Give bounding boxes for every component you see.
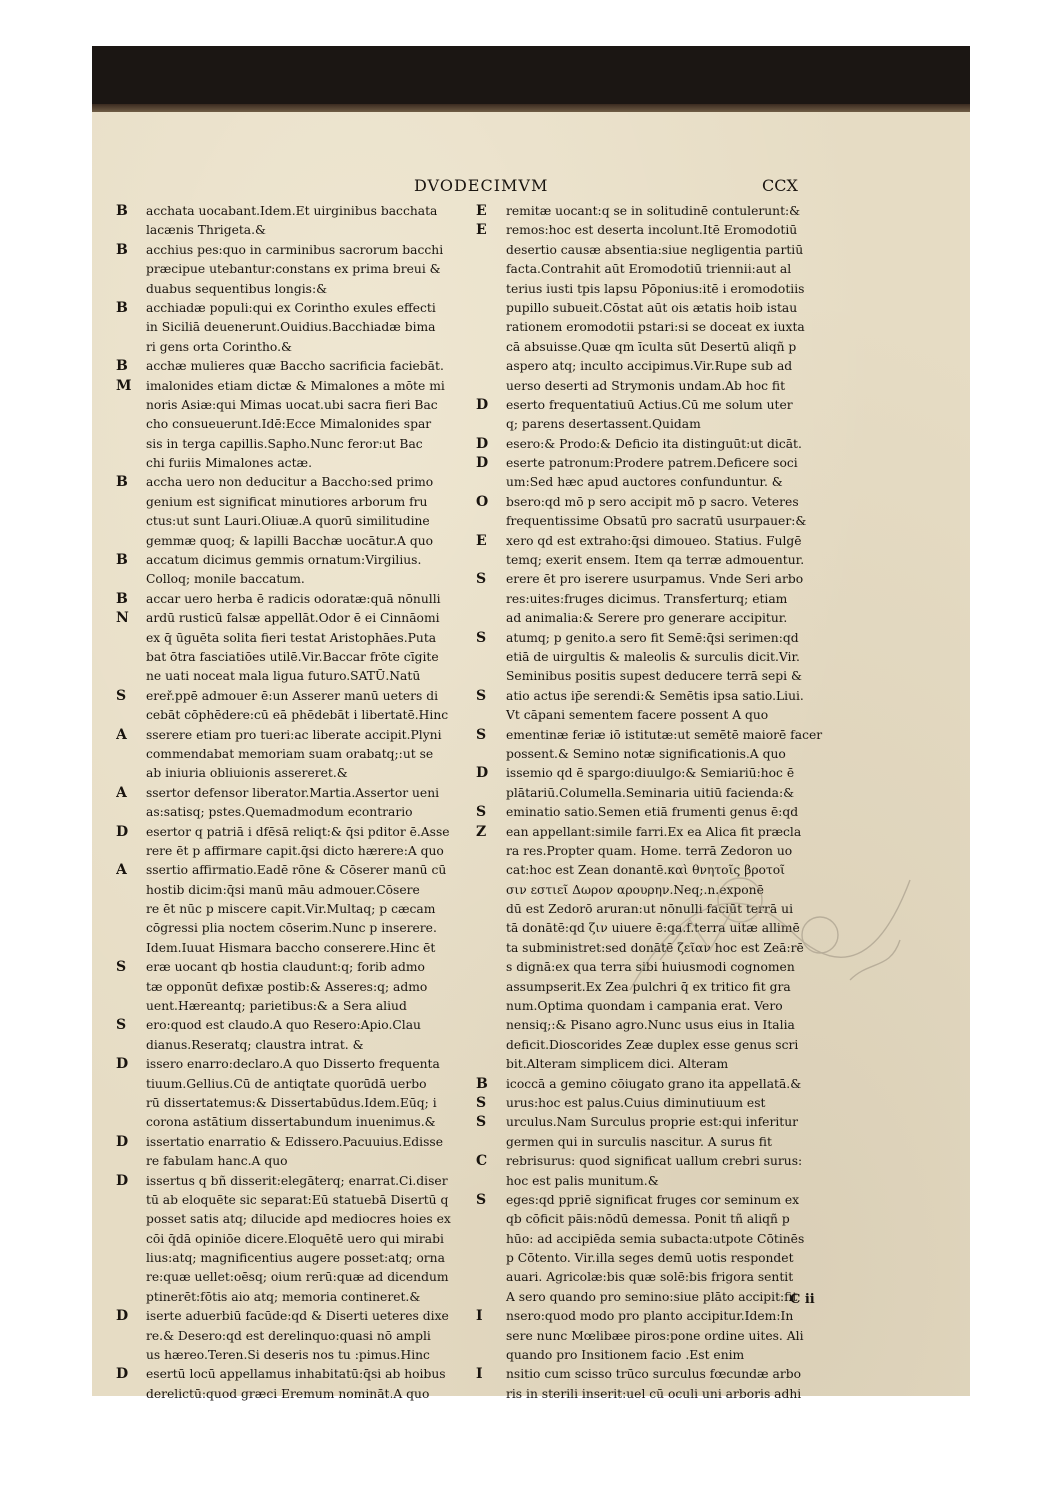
- line-text: esero:& Prodo:& Deficio ita distinguūt:ut dicāt.: [506, 436, 802, 451]
- line-text: xero qd est extraho:q̄si dimoueo. Statius. Fulgē: [506, 533, 802, 548]
- line-text: terius iusti tpis lapsu Pōponius:itē i eromodotiis: [506, 281, 805, 296]
- entry-initial: D: [116, 1133, 129, 1150]
- left-column-line: [116, 881, 481, 900]
- line-text: deficit.Dioscorides Zeæ duplex esse genus scri: [506, 1037, 799, 1052]
- right-column-line: [476, 881, 848, 900]
- entry-initial: S: [476, 1114, 487, 1131]
- line-text: issertatio enarratio & Edissero.Pacuuius.Edisse: [146, 1134, 444, 1149]
- left-column-line: [116, 280, 481, 299]
- entry-initial: M: [116, 377, 132, 394]
- entry-initial: I: [476, 1366, 483, 1383]
- line-text: ab iniuria obliuionis assereret.&: [146, 766, 348, 781]
- right-column-line: [476, 861, 848, 880]
- left-column-line: [116, 1365, 481, 1384]
- left-column-line: [116, 687, 481, 706]
- line-text: issero enarro:declaro.A quo Disserto frequenta: [146, 1057, 440, 1072]
- left-column-line: [116, 1346, 481, 1365]
- left-column-line: [116, 667, 481, 686]
- left-column-line: [116, 1230, 481, 1249]
- right-column-line: [476, 1346, 848, 1365]
- line-text: cho consueuerunt.Idē:Ecce Mimalonides spar: [146, 417, 432, 432]
- left-column-line: [116, 221, 481, 240]
- line-text: accar uero herba ē radicis odoratæ:quā nōnulli: [146, 591, 441, 606]
- left-column-line: [116, 473, 481, 492]
- line-text: Colloq; monile baccatum.: [146, 572, 305, 587]
- line-text: bat ōtra fasciatiōes utilē.Vir.Baccar frōte cīgite: [146, 649, 439, 664]
- left-column-line: [116, 784, 481, 803]
- right-column-line: [476, 1307, 848, 1326]
- line-text: σιν εστιεῖ Δωρον αρουρην.Neq;.n.exponē: [506, 882, 764, 897]
- left-column-line: [116, 1055, 481, 1074]
- right-column-line: [476, 997, 848, 1016]
- entry-initial: S: [476, 1191, 487, 1208]
- entry-initial: S: [116, 687, 127, 704]
- line-text: eminatio satio.Semen etiā frumenti genus ē:qd: [506, 805, 799, 820]
- line-text: hūo: ad accipiēda semia subacta:utpote Cōtinēs: [506, 1231, 805, 1246]
- line-text: temq; exerit ensem. Item qa terræ admouentur.: [506, 553, 805, 568]
- line-text: uent.Hæreantq; parietibus:& a Sera aliud: [146, 999, 407, 1014]
- entry-initial: B: [116, 299, 128, 316]
- folio-number: CCX: [762, 176, 798, 195]
- left-column-line: [116, 803, 481, 822]
- entry-initial: N: [116, 610, 129, 627]
- right-column-line: [476, 1094, 848, 1113]
- right-column-line: [476, 241, 848, 260]
- line-text: germen qui in surculis nascitur. A surus fit: [506, 1134, 772, 1149]
- line-text: tæ opponūt defixæ postib:& Asseres:q; admo: [146, 979, 428, 994]
- line-text: urus:hoc est palus.Cuius diminutiuum est: [506, 1095, 766, 1110]
- left-column-line: [116, 1172, 481, 1191]
- right-column-line: [476, 687, 848, 706]
- line-text: ra res.Propter quam. Home. terrā Zedoron uo: [506, 843, 793, 858]
- line-text: sere nunc Mœlibæe piros:pone ordine uites. Ali: [506, 1328, 804, 1343]
- left-column-line: [116, 590, 481, 609]
- line-text: assumpserit.Ex Zea pulchri q̄ ex tritico fit gra: [506, 979, 791, 994]
- left-column-line: [116, 629, 481, 648]
- left-column-line: [116, 1016, 481, 1035]
- entry-initial: S: [476, 804, 487, 821]
- line-text: ta subministret:sed donātē ζεῖαν hoc est Zeā:rē: [506, 940, 804, 955]
- right-column-line: [476, 415, 848, 434]
- line-text: posset satis atq; dilucide apd mediocres hoies ex: [146, 1212, 451, 1227]
- line-text: acchiadæ populi:qui ex Corintho exules effecti: [146, 300, 436, 315]
- left-column-line: [116, 997, 481, 1016]
- running-head: DVODECIMVM: [414, 176, 549, 195]
- line-text: eserto frequentatiuū Actius.Cū me solum uter: [506, 397, 793, 412]
- line-text: Seminibus positis supest deducere terrā sepi &: [506, 669, 802, 684]
- line-text: cōi q̄dā opiniōe dicere.Eloquētē uero qui mirabi: [146, 1231, 444, 1246]
- line-text: acchæ mulieres quæ Baccho sacrificia faciebāt.: [146, 359, 444, 374]
- left-column-line: [116, 745, 481, 764]
- right-column-line: [476, 1268, 848, 1287]
- entry-initial: D: [476, 435, 489, 452]
- right-column-line: [476, 939, 848, 958]
- entry-initial: D: [116, 823, 129, 840]
- right-column-line: [476, 221, 848, 240]
- line-text: ssertio affirmatio.Eadē rōne & Cōserer manū cū: [146, 863, 447, 878]
- line-text: uerso deserti ad Strymonis undam.Ab hoc fit: [506, 378, 786, 393]
- right-column-line: [476, 1172, 848, 1191]
- line-text: esertor q patriā i dfēsā reliqt:& q̄si pditor ē.Asse: [146, 824, 450, 839]
- right-column-line: [476, 609, 848, 628]
- left-column-line: [116, 978, 481, 997]
- left-column: [116, 202, 481, 1404]
- line-text: ementinæ feriæ iō istitutæ:ut semētē maiorē facer: [506, 727, 823, 742]
- left-column-line: [116, 764, 481, 783]
- line-text: us hæreo.Teren.Si deseris nos tu :pimus.Hinc: [146, 1348, 430, 1363]
- line-text: eserte patronum:Prodere patrem.Deficere soci: [506, 456, 798, 471]
- left-column-line: [116, 532, 481, 551]
- right-column-line: [476, 260, 848, 279]
- line-text: ereř.ppē admouer ē:un Asserer manū ueters di: [146, 688, 438, 703]
- right-column-line: [476, 1249, 848, 1268]
- left-column-line: [116, 1113, 481, 1132]
- right-column-line: [476, 590, 848, 609]
- right-column-line: [476, 532, 848, 551]
- left-column-line: [116, 1288, 481, 1307]
- left-column-line: [116, 396, 481, 415]
- line-text: q; parens desertassent.Quidam: [506, 417, 701, 432]
- line-text: atio actus ip̄e serendi:& Semētis ipsa satio.Liui.: [506, 688, 804, 703]
- line-text: dianus.Reseratq; claustra intrat. &: [146, 1037, 364, 1052]
- line-text: duabus sequentibus longis:&: [146, 281, 328, 296]
- entry-initial: B: [116, 590, 128, 607]
- entry-initial: O: [476, 493, 489, 510]
- line-text: cōgressi plia noctem cōserim.Nunc p inserere.: [146, 921, 437, 936]
- right-column-line: [476, 900, 848, 919]
- line-text: frequentissime Obsatū pro sacratū usurpauer:&: [506, 514, 807, 529]
- entry-initial: S: [116, 1017, 127, 1034]
- left-column-line: [116, 454, 481, 473]
- left-column-line: [116, 512, 481, 531]
- line-text: p Cōtento. Vir.illa seges demū uotis respondet: [506, 1251, 794, 1266]
- line-text: bsero:qd mō p sero accipit mō p sacro. Veteres: [506, 494, 799, 509]
- right-column-line: [476, 745, 848, 764]
- line-text: Vt cāpani sementem facere possent A quo: [506, 708, 769, 723]
- left-column-line: [116, 1075, 481, 1094]
- entry-initial: D: [116, 1308, 129, 1325]
- left-column-line: [116, 1307, 481, 1326]
- line-text: desertio causæ absentia:siue negligentia partiū: [506, 242, 804, 257]
- entry-initial: D: [116, 1056, 129, 1073]
- line-text: re ēt nūc p miscere capit.Vir.Multaq; p cæcam: [146, 902, 436, 917]
- line-text: aspero atq; inculto accipimus.Vir.Rupe sub ad: [506, 359, 793, 374]
- left-column-line: [116, 318, 481, 337]
- line-text: remos:hoc est deserta incolunt.Itē Eromodotiū: [506, 223, 798, 238]
- line-text: ctus:ut sunt Lauri.Oliuæ.A quorū similitudine: [146, 514, 430, 529]
- line-text: pupillo subueit.Cōstat aūt ois ætatis hoib istau: [506, 300, 798, 315]
- right-column-line: [476, 823, 848, 842]
- line-text: ris in sterili inserit:uel cū oculi uni arboris adhi: [506, 1386, 802, 1401]
- line-text: genium est significat minutiores arborum fru: [146, 494, 428, 509]
- line-text: remitæ uocant:q se in solitudinē contulerunt:&: [506, 204, 801, 218]
- line-text: noris Asiæ:qui Mimas uocat.ubi sacra fieri Bac: [146, 397, 438, 412]
- line-text: ptinerēt:fōtis aio atq; memoria contineret.&: [146, 1289, 421, 1304]
- line-text: cebāt cōphēdere:cū eā phēdebāt i libertatē.Hinc: [146, 708, 449, 723]
- left-column-line: [116, 241, 481, 260]
- line-text: acchius pes:quo in carminibus sacrorum bacchi: [146, 242, 444, 257]
- right-column-line: [476, 299, 848, 318]
- line-text: eges:qd ppriē significat fruges cor seminum ex: [506, 1192, 800, 1207]
- entry-initial: B: [116, 241, 128, 258]
- right-column-line: [476, 1191, 848, 1210]
- line-text: nsero:quod modo pro planto accipitur.Idem:In: [506, 1309, 794, 1324]
- left-column-line: [116, 1210, 481, 1229]
- line-text: cā absuisse.Quæ qm īculta sūt Desertū aliqñ p: [506, 339, 797, 354]
- right-column-line: [476, 1365, 848, 1384]
- entry-initial: B: [116, 552, 128, 569]
- left-column-line: [116, 570, 481, 589]
- line-text: issertus q bñ disserit:elegāterq; enarrat.Ci.diser: [146, 1173, 448, 1188]
- left-column-line: [116, 1036, 481, 1055]
- right-column-line: [476, 842, 848, 861]
- line-text: re:quæ uellet:oēsq; oium rerū:quæ ad dicendum: [146, 1270, 449, 1285]
- line-text: esertū locū appellamus inhabitatū:q̄si ab hoibus: [146, 1367, 446, 1382]
- entry-initial: S: [116, 959, 127, 976]
- left-column-line: [116, 919, 481, 938]
- line-text: quando pro Insitionem facio .Est enim: [506, 1348, 745, 1363]
- right-column-line: [476, 1327, 848, 1346]
- entry-initial: S: [476, 571, 487, 588]
- right-column-line: [476, 435, 848, 454]
- right-column-line: [476, 764, 848, 783]
- line-text: issemio qd ē spargo:diuulgo:& Semiariū:hoc ē: [506, 766, 795, 781]
- line-text: dū est Zedorō aruran:ut nōnulli faciūt terrā ui: [506, 902, 794, 917]
- right-column-line: [476, 1075, 848, 1094]
- right-column-line: [476, 1152, 848, 1171]
- right-column-line: [476, 1113, 848, 1132]
- entry-initial: S: [476, 726, 487, 743]
- right-column-line: [476, 551, 848, 570]
- line-text: ne uati noceat mala ligua futuro.SATŪ.Natū: [146, 669, 421, 684]
- right-column-line: [476, 570, 848, 589]
- line-text: A sero quando pro semino:siue plāto accipit:fit: [506, 1289, 798, 1304]
- line-text: ardū rusticū falsæ appellāt.Odor ē ei Cinnāomi: [146, 611, 440, 626]
- line-text: um:Sed hæc apud auctores confunduntur. &: [506, 475, 783, 490]
- left-column-line: [116, 861, 481, 880]
- line-text: tā donātē:qd ζιν uiuere ē:qa.f.terra uitæ allimē: [506, 921, 800, 936]
- right-column-line: [476, 512, 848, 531]
- left-column-line: [116, 1268, 481, 1287]
- right-column-line: [476, 706, 848, 725]
- entry-initial: D: [116, 1172, 129, 1189]
- line-text: sis in terga capillis.Sapho.Nunc feror:ut Bac: [146, 436, 423, 451]
- right-column-line: [476, 493, 848, 512]
- left-column-line: [116, 900, 481, 919]
- line-text: rū dissertatemus:& Dissertabūdus.Idem.Eūq; i: [146, 1095, 437, 1110]
- left-column-line: [116, 706, 481, 725]
- left-column-line: [116, 609, 481, 628]
- line-text: as:satisq; pstes.Quemadmodum econtrario: [146, 805, 413, 820]
- line-text: ad animalia:& Serere pro generare accipitur.: [506, 611, 788, 626]
- line-text: ssertor defensor liberator.Martia.Assertor ueni: [146, 785, 440, 800]
- line-text: hostib dicim:q̄si manū māu admouer.Cōsere: [146, 882, 420, 897]
- right-column-line: [476, 958, 848, 977]
- right-column-line: [476, 667, 848, 686]
- line-text: gemmæ quoq; & lapilli Bacchæ uocātur.A quo: [146, 533, 434, 548]
- right-column-line: [476, 1385, 848, 1404]
- right-column-line: [476, 1036, 848, 1055]
- line-text: ex q̄ ūguēta solita fieri testat Aristophāes.Puta: [146, 630, 437, 645]
- line-text: imalonides etiam dictæ & Mimalones a mōte mi: [146, 378, 445, 393]
- entry-initial: A: [116, 784, 127, 801]
- right-column-line: [476, 318, 848, 337]
- line-text: præcipue utebantur:constans ex prima breui &: [146, 262, 441, 277]
- line-text: corona astātium dissertabundum inuenimus.&: [146, 1115, 436, 1130]
- left-column-line: [116, 726, 481, 745]
- entry-initial: D: [476, 396, 489, 413]
- line-text: urculus.Nam Surculus proprie est:qui inferitur: [506, 1115, 798, 1130]
- right-column-line: [476, 629, 848, 648]
- line-text: hoc est palis munitum.&: [506, 1173, 659, 1188]
- right-column-line: [476, 919, 848, 938]
- left-column-line: [116, 1094, 481, 1113]
- line-text: chi furiis Mimalones actæ.: [146, 456, 312, 471]
- right-column-line: [476, 454, 848, 473]
- right-column-line: [476, 357, 848, 376]
- line-text: possent.& Semino notæ significationis.A quo: [506, 746, 786, 761]
- line-text: sserere etiam pro tueri:ac liberate accipit.Plyni: [146, 727, 442, 742]
- left-column-line: [116, 823, 481, 842]
- entry-initial: D: [476, 765, 489, 782]
- line-text: qb cōficit pāis:nōdū demessa. Ponit tñ aliqñ p: [506, 1212, 790, 1227]
- left-column-line: [116, 202, 481, 221]
- entry-initial: B: [116, 203, 128, 219]
- left-column-line: [116, 493, 481, 512]
- line-text: lacænis Thrigeta.&: [146, 223, 266, 238]
- right-column-line: [476, 1210, 848, 1229]
- line-text: tiuum.Gellius.Cū de antiqtate quorūdā uerbo: [146, 1076, 427, 1091]
- left-column-line: [116, 648, 481, 667]
- entry-initial: Z: [476, 823, 487, 840]
- line-text: auari. Agricolæ:bis quæ solē:bis frigora sentit: [506, 1270, 794, 1285]
- left-column-line: [116, 1385, 481, 1404]
- line-text: accatum dicimus gemmis ornatum:Virgilius.: [146, 553, 422, 568]
- entry-initial: E: [476, 203, 487, 219]
- entry-initial: B: [116, 474, 128, 491]
- line-text: accha uero non deducitur a Baccho:sed primo: [146, 475, 434, 490]
- line-text: plātariū.Columella.Seminaria uitiū facienda:&: [506, 785, 795, 800]
- line-text: cat:hoc est Zean donantē.καὶ θνητοῖς βροτοῖ: [506, 863, 785, 878]
- line-text: ean appellant:simile farri.Ex ea Alica fit præcla: [506, 824, 802, 839]
- left-column-line: [116, 842, 481, 861]
- line-text: nsitio cum scisso trūco surculus fœcundæ arbo: [506, 1367, 801, 1382]
- line-text: Idem.Iuuat Hismara baccho conserere.Hinc ēt: [146, 940, 436, 955]
- right-column-line: [476, 803, 848, 822]
- entry-initial: E: [476, 532, 487, 549]
- line-text: re fabulam hanc.A quo: [146, 1154, 288, 1169]
- right-column-line: [476, 280, 848, 299]
- line-text: commendabat memoriam suam orabatq;:ut se: [146, 746, 434, 761]
- left-column-line: [116, 551, 481, 570]
- right-column-line: [476, 648, 848, 667]
- line-text: rere ēt p affirmare capit.q̄si dicto hærere:A quo: [146, 843, 444, 858]
- right-column-line: [476, 338, 848, 357]
- entry-initial: B: [116, 358, 128, 375]
- left-column-line: [116, 260, 481, 279]
- entry-initial: A: [116, 726, 127, 743]
- line-text: iserte aduerbiū facūde:qd & Diserti ueteres dixe: [146, 1309, 449, 1324]
- right-column-line: [476, 473, 848, 492]
- right-column-line: [476, 726, 848, 745]
- left-column-line: [116, 1152, 481, 1171]
- entry-initial: D: [116, 1366, 129, 1383]
- right-column-line: [476, 1230, 848, 1249]
- line-text: derelictū:quod græci Eremum nomināt.A quo: [146, 1386, 430, 1401]
- line-text: acchata uocabant.Idem.Et uirginibus bacchata: [146, 204, 438, 218]
- right-column-line: [476, 202, 848, 221]
- line-text: icoccā a gemino cōiugato grano ita appellatā.&: [506, 1076, 802, 1091]
- left-column-line: [116, 338, 481, 357]
- right-column-line: [476, 377, 848, 396]
- line-text: facta.Contrahit aūt Eromodotiū triennii:aut al: [506, 262, 792, 277]
- line-text: nensiq;:& Pisano agro.Nunc usus eius in Italia: [506, 1018, 795, 1033]
- entry-initial: E: [476, 222, 487, 239]
- line-text: ero:quod est claudo.A quo Resero:Apio.Clau: [146, 1018, 421, 1033]
- entry-initial: A: [116, 862, 127, 879]
- line-text: eræ uocant qb hostia claudunt:q; forib admo: [146, 960, 425, 975]
- right-column-line: [476, 1055, 848, 1074]
- right-column-line: [476, 1133, 848, 1152]
- right-column-line: [476, 978, 848, 997]
- line-text: atumq; p genito.a sero fit Semē:q̄si serimen:qd: [506, 630, 799, 645]
- left-column-line: [116, 435, 481, 454]
- right-column-line: [476, 784, 848, 803]
- entry-initial: I: [476, 1308, 483, 1325]
- left-column-line: [116, 1133, 481, 1152]
- line-text: rationem eromodotii pstari:si se doceat ex iuxta: [506, 320, 805, 335]
- entry-initial: D: [476, 455, 489, 472]
- left-column-line: [116, 377, 481, 396]
- line-text: lius:atq; magnificentius augere posset:atq; orna: [146, 1251, 445, 1266]
- line-text: erere ēt pro iserere usurpamus. Vnde Seri arbo: [506, 572, 804, 587]
- line-text: ri gens orta Corintho.&: [146, 339, 292, 354]
- left-column-line: [116, 357, 481, 376]
- left-column-line: [116, 1249, 481, 1268]
- right-column-line: [476, 396, 848, 415]
- line-text: s dignā:ex qua terra sibi huiusmodi cognomen: [506, 960, 795, 975]
- left-column-line: [116, 1327, 481, 1346]
- right-column: [476, 202, 848, 1404]
- left-column-line: [116, 415, 481, 434]
- line-text: num.Optima quondam i campania erat. Vero: [506, 999, 783, 1014]
- line-text: tū ab eloquēte sic separat:Eū statuebā Disertū q: [146, 1192, 449, 1207]
- line-text: bit.Alteram simplicem dici. Alteram: [506, 1057, 729, 1072]
- left-column-line: [116, 958, 481, 977]
- entry-initial: S: [476, 687, 487, 704]
- right-column-line: [476, 1016, 848, 1035]
- entry-initial: S: [476, 1094, 487, 1111]
- line-text: re.& Desero:qd est derelinquo:quasi nō ampli: [146, 1328, 431, 1343]
- signature-mark: C ii: [790, 1292, 815, 1307]
- left-column-line: [116, 1191, 481, 1210]
- entry-initial: B: [476, 1075, 488, 1092]
- line-text: etiā de uirgultis & maleolis & surculis dicit.Vir.: [506, 649, 800, 664]
- entry-initial: S: [476, 629, 487, 646]
- entry-initial: C: [476, 1153, 488, 1170]
- left-column-line: [116, 299, 481, 318]
- left-column-line: [116, 939, 481, 958]
- line-text: rebrisurus: quod significat uallum crebri surus:: [506, 1154, 803, 1169]
- line-text: res:uites:fruges dicimus. Transferturq; etiam: [506, 591, 788, 606]
- line-text: in Siciliā deuenerunt.Ouidius.Bacchiadæ bima: [146, 320, 436, 335]
